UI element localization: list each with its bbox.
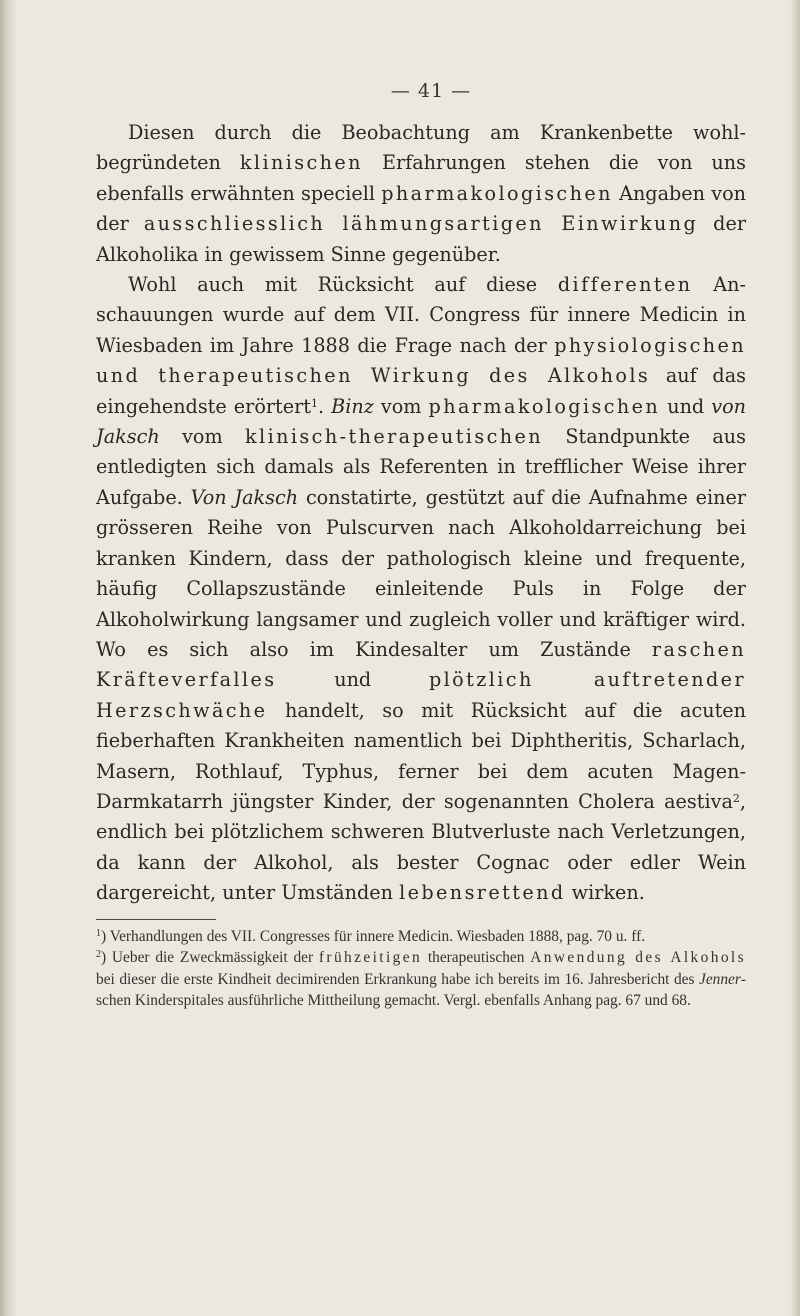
- footnote-divider: [96, 919, 216, 920]
- paragraph-1: Diesen durch die Beobachtung am Krankenbette wohlbegründeten klinischen Erfahrungen stehen die von uns ebenfalls erwähnten speciell pharmakologischen Angaben von der ausschliesslich lähmungsartigen Einwirkung der Alkoholika in gewissem Sinne gegenüber.: [96, 121, 746, 266]
- footnote-2: $^2$) Ueber die Zweckmässigkeit der frühzeitigen therapeutischen Anwendung des Alkohols bei dieser die erste Kindheit decimirenden Erkrankung habe ich bereits im 16. Jahresbericht des Jennerschen Kinderspitales ausführliche Mittheilung gemacht. Vergl. ebenfalls Anhang pag. 67 und 68.: [96, 949, 746, 1010]
- spaced-emphasis: Anwendung des Alkohols: [530, 949, 746, 967]
- paragraph-2: Wohl auch mit Rücksicht auf diese differenten Anschauungen wurde auf dem VII. Congress für innere Medicin in Wiesbaden im Jahre 1888 die Frage nach der physiologischen und therapeutischen Wirkung des Alkohols auf das eingehendste erörtert$^1$. Binz vom pharmakologischen und von Jaksch vom klinisch-therapeutischen Standpunkte aus entledigten sich damals als Referenten in trefflicher Weise ihrer Aufgabe. Von Jaksch constatirte, gestützt auf die Aufnahme einer grösseren Reihe von Pulscurven nach Alkoholdarreichung bei kranken Kindern, dass der pathologisch kleine und frequente, häufig Collapszustände einleitende Puls in Folge der Alkoholwirkung langsamer und zugleich voller und kräftiger wird. Wo es sich also im Kindesalter um Zustände raschen Kräfteverfalles und plötzlich auftretender Herzschwäche handelt, so mit Rücksicht auf die acuten fieberhaften Krankheiten namentlich bei Diphtheritis, Scharlach, Masern, Rothlauf, Typhus, ferner bei dem acuten Magen-Darmkatarrh jüngster Kinder, der sogenannten Cholera aestiva$^2$, endlich bei plötzlichem schweren Blutverluste nach Verletzungen, da kann der Alkohol, als bester Cognac oder edler Wein dargereicht, unter Umständen lebensrettend wirken.: [96, 273, 746, 905]
- spaced-emphasis: ausschliesslich lähmungsartigen Einwirkung: [143, 212, 699, 236]
- spaced-emphasis: klinischen: [239, 151, 363, 175]
- author-name: Binz: [331, 394, 374, 418]
- footnote-ref-1: 1: [311, 396, 318, 410]
- spaced-emphasis: raschen Kräfteverfalles: [96, 637, 746, 692]
- footnotes: [96, 926, 746, 1012]
- author-name: Von Jaksch: [190, 485, 299, 509]
- footnote-ref-2: 2: [732, 791, 740, 805]
- page-number: — 41 —: [390, 80, 472, 102]
- spaced-emphasis: pharmakologischen: [428, 394, 661, 418]
- page-edge-right: [786, 0, 800, 1316]
- author-name: Jenner: [698, 970, 741, 988]
- footnote-1: $^1$) Verhandlungen des VII. Congresses für innere Medicin. Wiesbaden 1888, pag. 70 u. ff.: [96, 927, 646, 945]
- page-edge-left: [0, 0, 18, 1316]
- author-name: von Jaksch: [96, 394, 746, 449]
- main-text: [96, 118, 746, 909]
- book-page: [96, 80, 746, 1012]
- spaced-emphasis: physiologischen und therapeutischen Wirkung des Alkohols: [96, 333, 746, 388]
- spaced-emphasis: klinisch-therapeutischen: [245, 425, 543, 449]
- spaced-emphasis: pharmakologischen: [381, 181, 613, 205]
- spaced-emphasis: lebensrettend: [399, 881, 566, 905]
- spaced-emphasis: frühzeitigen: [318, 949, 423, 967]
- spaced-emphasis: plötzlich auftretender Herzschwäche: [96, 668, 746, 722]
- spaced-emphasis: differenten: [557, 273, 693, 297]
